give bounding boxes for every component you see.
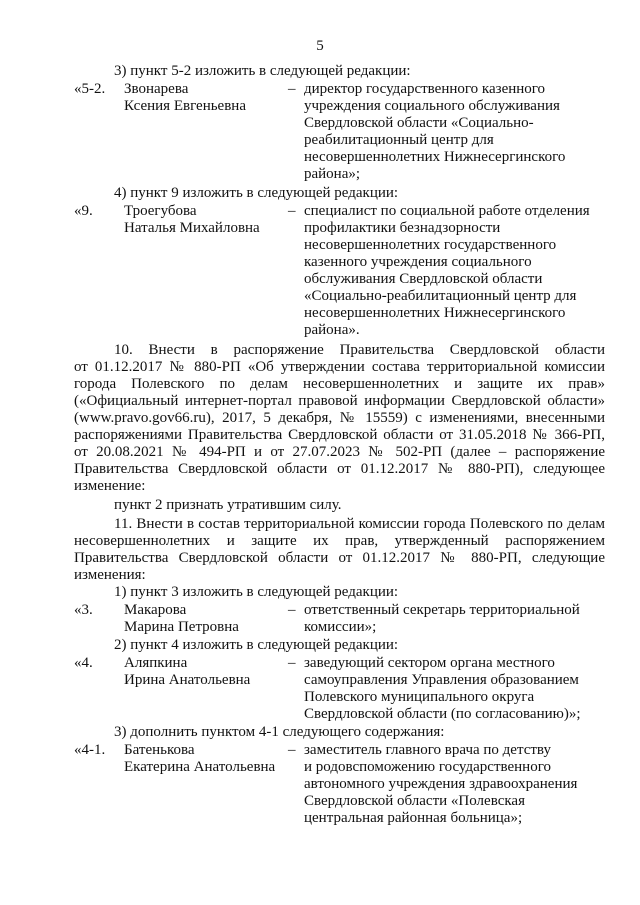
- p11-item2-heading: 2) пункт 4 изложить в следующей редакции:: [114, 637, 399, 653]
- member-position: заместитель главного врача по детству и родовспоможению государственного автономного учреждения здравоохранения Свердловской области «Полевская центральная районная больница»;: [304, 742, 578, 826]
- entry-number: «9.: [74, 203, 93, 219]
- paragraph-10-subitem: пункт 2 признать утратившим силу.: [114, 497, 342, 513]
- paragraph-10: 10. Внести в распоряжение Правительства Свердловской области от 01.12.2017 № 880-РП «Об утверждении состава территориальной комиссии города Полевского по делам несовершеннолетних и защите их прав» («Официальный интернет-портал правовой информации Свердловской области» (www.pravo.gov66.ru), 2017, 5 декабря, № 15559) с изменениями, внесенными распоряжениями Правительства Свердловской области от 31.05.2018 № 366-РП, от 20.08.2021 № 494-РП и от 27.07.2023 № 502-РП (далее – распоряжение Правительства Свердловской области от 01.12.2017 № 880-РП), следующее изменение:: [74, 342, 605, 494]
- member-name: Макарова Марина Петровна: [124, 602, 239, 635]
- item4-heading: 4) пункт 9 изложить в следующей редакции:: [114, 185, 399, 201]
- page-number: 5: [316, 38, 324, 54]
- dash: –: [288, 602, 296, 618]
- member-name: Аляпкина Ирина Анатольевна: [124, 655, 251, 688]
- dash: –: [288, 203, 296, 219]
- item3-heading: 3) пункт 5-2 изложить в следующей редакции:: [114, 63, 411, 79]
- member-position: заведующий сектором органа местного самоуправления Управления образованием Полевского муниципального округа Свердловской области (по согласованию)»;: [304, 655, 581, 722]
- p11-item3-heading: 3) дополнить пунктом 4-1 следующего содержания:: [114, 724, 445, 740]
- entry-number: «4.: [74, 655, 93, 671]
- member-name: Звонарева Ксения Евгеньевна: [124, 81, 246, 114]
- dash: –: [288, 742, 296, 758]
- dash: –: [288, 655, 296, 671]
- member-position: ответственный секретарь территориальной комиссии»;: [304, 602, 580, 635]
- member-position: специалист по социальной работе отделения профилактики безнадзорности несовершеннолетних государственного казенного учреждения социального обслуживания Свердловской области «Социально-реабилитационный центр для несовершеннолетних Нижнесергинского района».: [304, 203, 590, 338]
- entry-number: «4-1.: [74, 742, 106, 758]
- member-name: Батенькова Екатерина Анатольевна: [124, 742, 276, 775]
- entry-number: «3.: [74, 602, 93, 618]
- member-position: директор государственного казенного учреждения социального обслуживания Свердловской области «Социально- реабилитационный центр для несовершеннолетних Нижнесергинского района»;: [304, 81, 566, 182]
- paragraph-11: 11. Внести в состав территориальной комиссии города Полевского по делам несовершеннолетних и защите их прав, утвержденный распоряжением Правительства Свердловской области от 01.12.2017 № 880-РП, следующие изменения:: [74, 516, 605, 583]
- dash: –: [288, 81, 296, 97]
- entry-number: «5-2.: [74, 81, 106, 97]
- member-name: Троегубова Наталья Михайловна: [124, 203, 260, 236]
- p11-item1-heading: 1) пункт 3 изложить в следующей редакции:: [114, 584, 399, 600]
